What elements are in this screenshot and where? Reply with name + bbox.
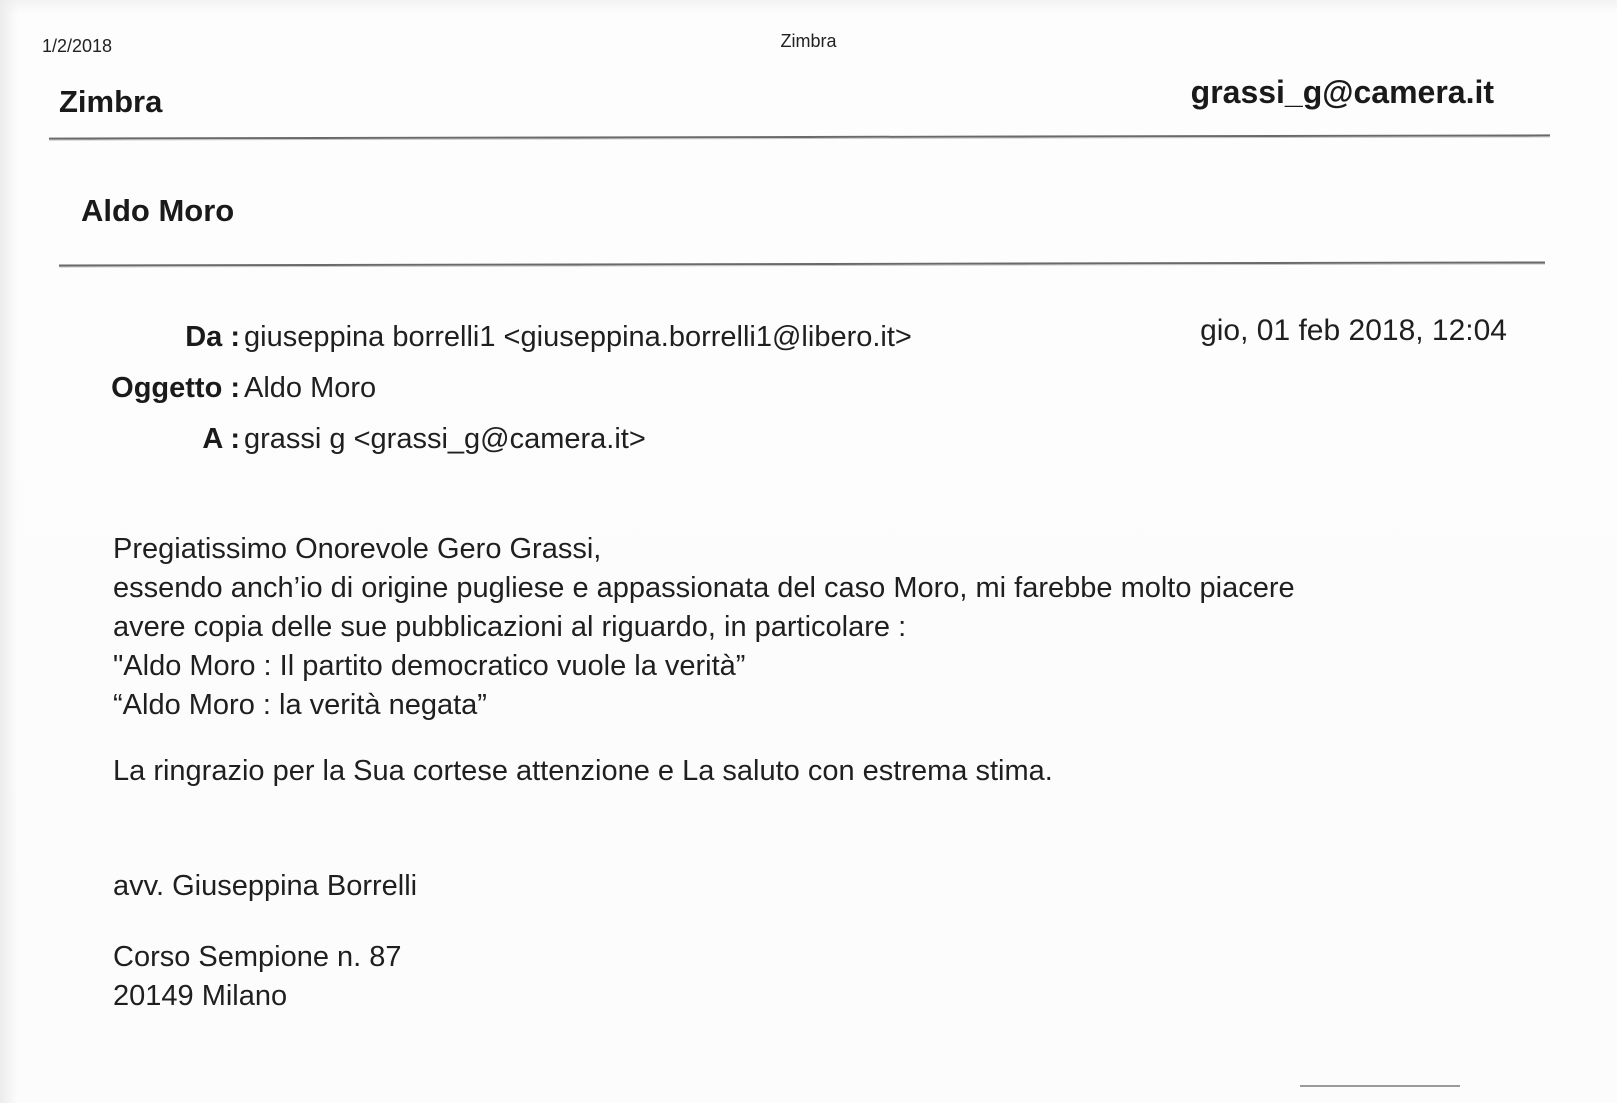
print-title: Zimbra bbox=[780, 31, 837, 51]
body-line: avere copia delle sue pubblicazioni al riguardo, in particolare : bbox=[113, 611, 907, 643]
account-email: grassi_g@camera.it bbox=[1190, 74, 1494, 110]
header-from-label: Da : bbox=[185, 321, 240, 353]
header-divider bbox=[49, 134, 1550, 140]
header-to bbox=[80, 423, 912, 474]
header-subject-value: Aldo Moro bbox=[244, 372, 377, 404]
body-line: "Aldo Moro : Il partito democratico vuole la verità” bbox=[113, 650, 746, 682]
subject-title: Aldo Moro bbox=[81, 193, 235, 228]
body-line: essendo anch’io di origine pugliese e appassionata del caso Moro, mi farebbe molto piacere bbox=[113, 572, 1295, 604]
message-date: gio, 01 feb 2018, 12:04 bbox=[1200, 314, 1507, 347]
body-line: “Aldo Moro : la verità negata” bbox=[113, 689, 487, 721]
header-to-value: grassi g <grassi_g@camera.it> bbox=[244, 423, 646, 455]
address-line: 20149 Milano bbox=[113, 980, 288, 1012]
footer-divider bbox=[1300, 1085, 1460, 1087]
app-name: Zimbra bbox=[59, 84, 163, 119]
message-body bbox=[113, 530, 1493, 1016]
subject-divider bbox=[59, 261, 1545, 267]
header-subject bbox=[80, 372, 912, 423]
address-line: Corso Sempione n. 87 bbox=[113, 941, 402, 973]
scan-edge-shadow bbox=[0, 0, 18, 1103]
body-closing: La ringrazio per la Sua cortese attenzione e La saluto con estrema stima. bbox=[113, 755, 1053, 787]
header-from bbox=[80, 321, 912, 372]
header-to-label: A : bbox=[202, 423, 240, 455]
body-signature: avv. Giuseppina Borrelli bbox=[113, 870, 418, 902]
header-from-value: giuseppina borrelli1 <giuseppina.borrelli1@libero.it> bbox=[244, 321, 912, 353]
body-greeting: Pregiatissimo Onorevole Gero Grassi, bbox=[113, 533, 602, 565]
print-date: 1/2/2018 bbox=[42, 36, 113, 56]
message-headers bbox=[80, 321, 912, 474]
header-subject-label: Oggetto : bbox=[111, 372, 240, 404]
